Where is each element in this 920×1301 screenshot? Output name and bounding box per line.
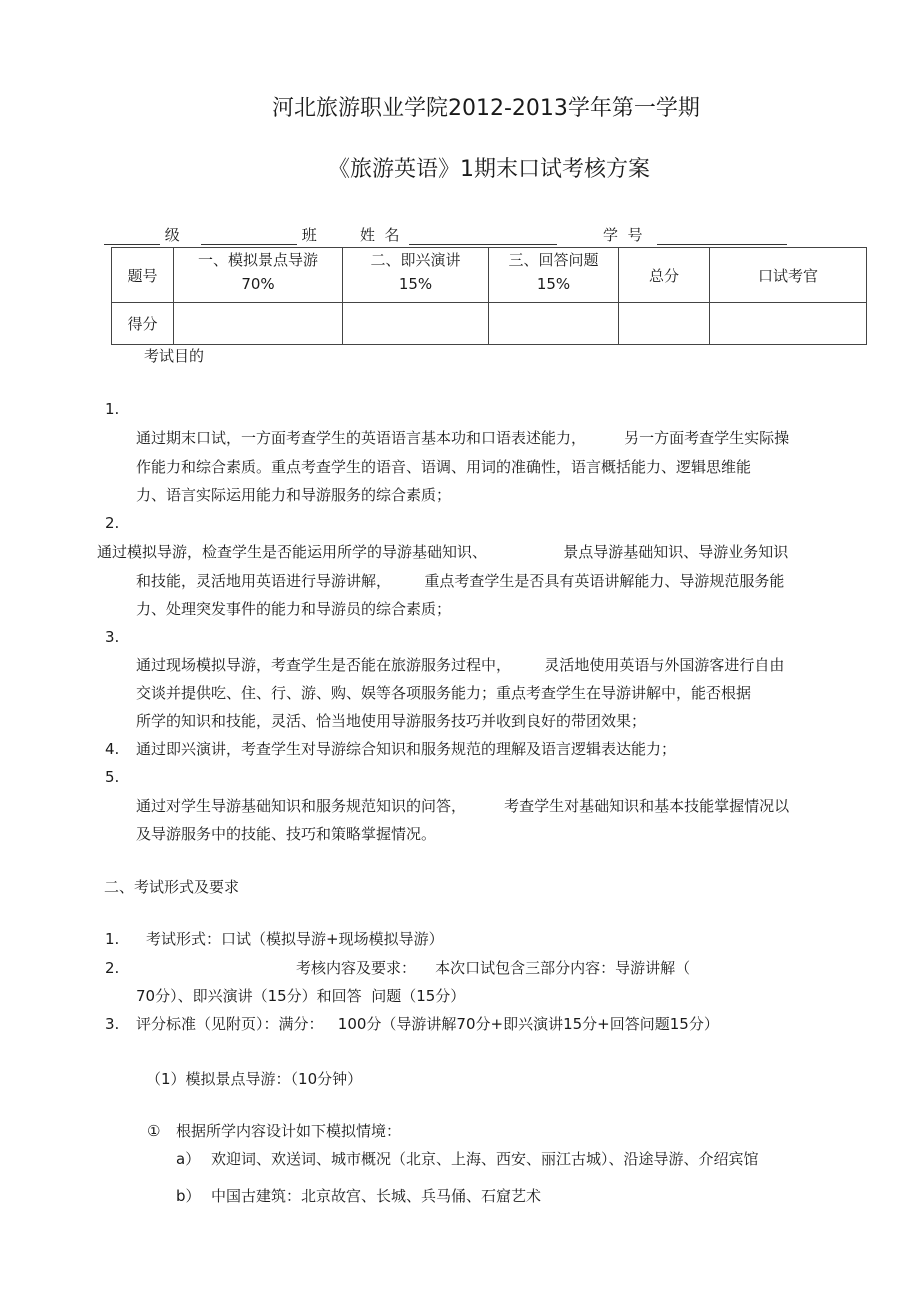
page-subtitle: 《旅游英语》1期末口试考核方案: [328, 157, 650, 182]
class-field: [201, 225, 317, 245]
list-item-line: 考核内容及要求： 本次口试包含三部分内容：导游讲解（: [296, 959, 691, 977]
col-header-2-label: 二、即兴演讲: [370, 251, 461, 269]
circle-marker: ①: [147, 1122, 161, 1140]
col-header-3-weight: 15%: [536, 275, 571, 293]
page-title: 河北旅游职业学院2012-2013学年第一学期: [272, 96, 700, 121]
list-item-number: 4.: [105, 740, 120, 758]
list-item-line: 交谈并提供吃、住、行、游、购、娱等各项服务能力；重点考查学生在导游讲解中，能否根据: [136, 684, 752, 702]
student-no-label: 学 号: [603, 226, 643, 244]
score-cell-2[interactable]: [343, 303, 489, 345]
col-header-examiner: 口试考官: [710, 248, 867, 303]
score-table: [111, 247, 867, 345]
row-label-score: 得分: [112, 303, 174, 345]
list-item-line: 通过期末口试，一方面考查学生的英语语言基本功和口语表述能力， 另一方面考查学生实际操: [136, 429, 790, 447]
grade-label: 级: [164, 226, 180, 244]
list-item-line: 通过即兴演讲，考查学生对导游综合知识和服务规范的理解及语言逻辑表达能力；: [136, 740, 677, 758]
col-header-2: [343, 248, 489, 303]
class-blank: [201, 228, 297, 245]
col-header-3-label: 三、回答问题: [508, 251, 599, 269]
list-item-line: 中国古建筑：北京故宫、长城、兵马俑、石窟艺术: [211, 1187, 542, 1205]
col-header-1: [174, 248, 343, 303]
grade-field: [104, 225, 180, 245]
list-item-line: 评分标准（见附页）：满分： 100分（导游讲解70分+即兴演讲15分+回答问题15分）: [136, 1015, 719, 1033]
name-label: 姓 名: [360, 226, 400, 244]
name-blank: [409, 228, 557, 245]
list-item-number: 1.: [105, 400, 120, 418]
list-item-number: 2.: [105, 959, 120, 977]
name-field: [360, 225, 557, 245]
list-item-number: 5.: [105, 768, 120, 786]
section2-heading: 二、考试形式及要求: [104, 878, 240, 896]
student-no-blank: [657, 228, 787, 245]
row-label-question-no: 题号: [112, 248, 174, 303]
grade-blank: [104, 228, 160, 245]
class-label: 班: [301, 226, 317, 244]
list-item-number: 3.: [105, 628, 120, 646]
score-cell-examiner[interactable]: [710, 303, 867, 345]
list-item-line: 力、处理突发事件的能力和导游员的综合素质；: [136, 600, 452, 618]
col-header-1-weight: 70%: [241, 275, 275, 293]
table-score-row: [112, 303, 867, 345]
list-item-line: 欢迎词、欢送词、城市概况（北京、上海、西安、丽江古城）、沿途导游、介绍宾馆: [211, 1150, 759, 1168]
list-item-number: 2.: [105, 514, 120, 532]
list-item-line: 力、语言实际运用能力和导游服务的综合素质；: [136, 486, 452, 504]
letter-marker: a）: [176, 1150, 201, 1168]
list-item-line: 通过现场模拟导游，考查学生是否能在旅游服务过程中， 灵活地使用英语与外国游客进行自由: [136, 656, 785, 674]
subsection-heading: （1）模拟景点导游：（10分钟）: [146, 1070, 363, 1088]
list-item-line: 作能力和综合素质。重点考查学生的语音、语调、用词的准确性，语言概括能力、逻辑思维能: [136, 458, 752, 476]
score-cell-total[interactable]: [619, 303, 710, 345]
section1-heading: 考试目的: [144, 347, 205, 365]
list-item-line: 和技能，灵活地用英语进行导游讲解， 重点考查学生是否具有英语讲解能力、导游规范服务能: [136, 572, 785, 590]
col-header-3: [489, 248, 619, 303]
table-header-row: [112, 248, 867, 303]
score-cell-1[interactable]: [174, 303, 343, 345]
score-cell-3[interactable]: [489, 303, 619, 345]
list-item-line: 根据所学内容设计如下模拟情境：: [176, 1122, 402, 1140]
col-header-total: 总分: [619, 248, 710, 303]
list-item-number: 1.: [105, 930, 120, 948]
list-item-line: 及导游服务中的技能、技巧和策略掌握情况。: [136, 825, 437, 843]
col-header-1-label: 一、模拟景点导游: [197, 251, 318, 269]
student-no-field: [603, 225, 787, 245]
list-item-line: 所学的知识和技能，灵活、恰当地使用导游服务技巧并收到良好的带团效果；: [136, 712, 647, 730]
list-item-line: 通过对学生导游基础知识和服务规范知识的问答， 考查学生对基础知识和基本技能掌握情况以: [136, 797, 790, 815]
list-item-number: 3.: [105, 1015, 120, 1033]
list-item-line: 70分）、即兴演讲（15分）和回答 问题（15分）: [136, 987, 466, 1005]
list-item-line: 考试形式：口试（模拟导游+现场模拟导游）: [146, 930, 444, 948]
list-item-line: 通过模拟导游，检查学生是否能运用所学的导游基础知识、 景点导游基础知识、导游业务知识: [97, 543, 789, 561]
col-header-2-weight: 15%: [398, 275, 433, 293]
letter-marker: b）: [176, 1187, 201, 1205]
